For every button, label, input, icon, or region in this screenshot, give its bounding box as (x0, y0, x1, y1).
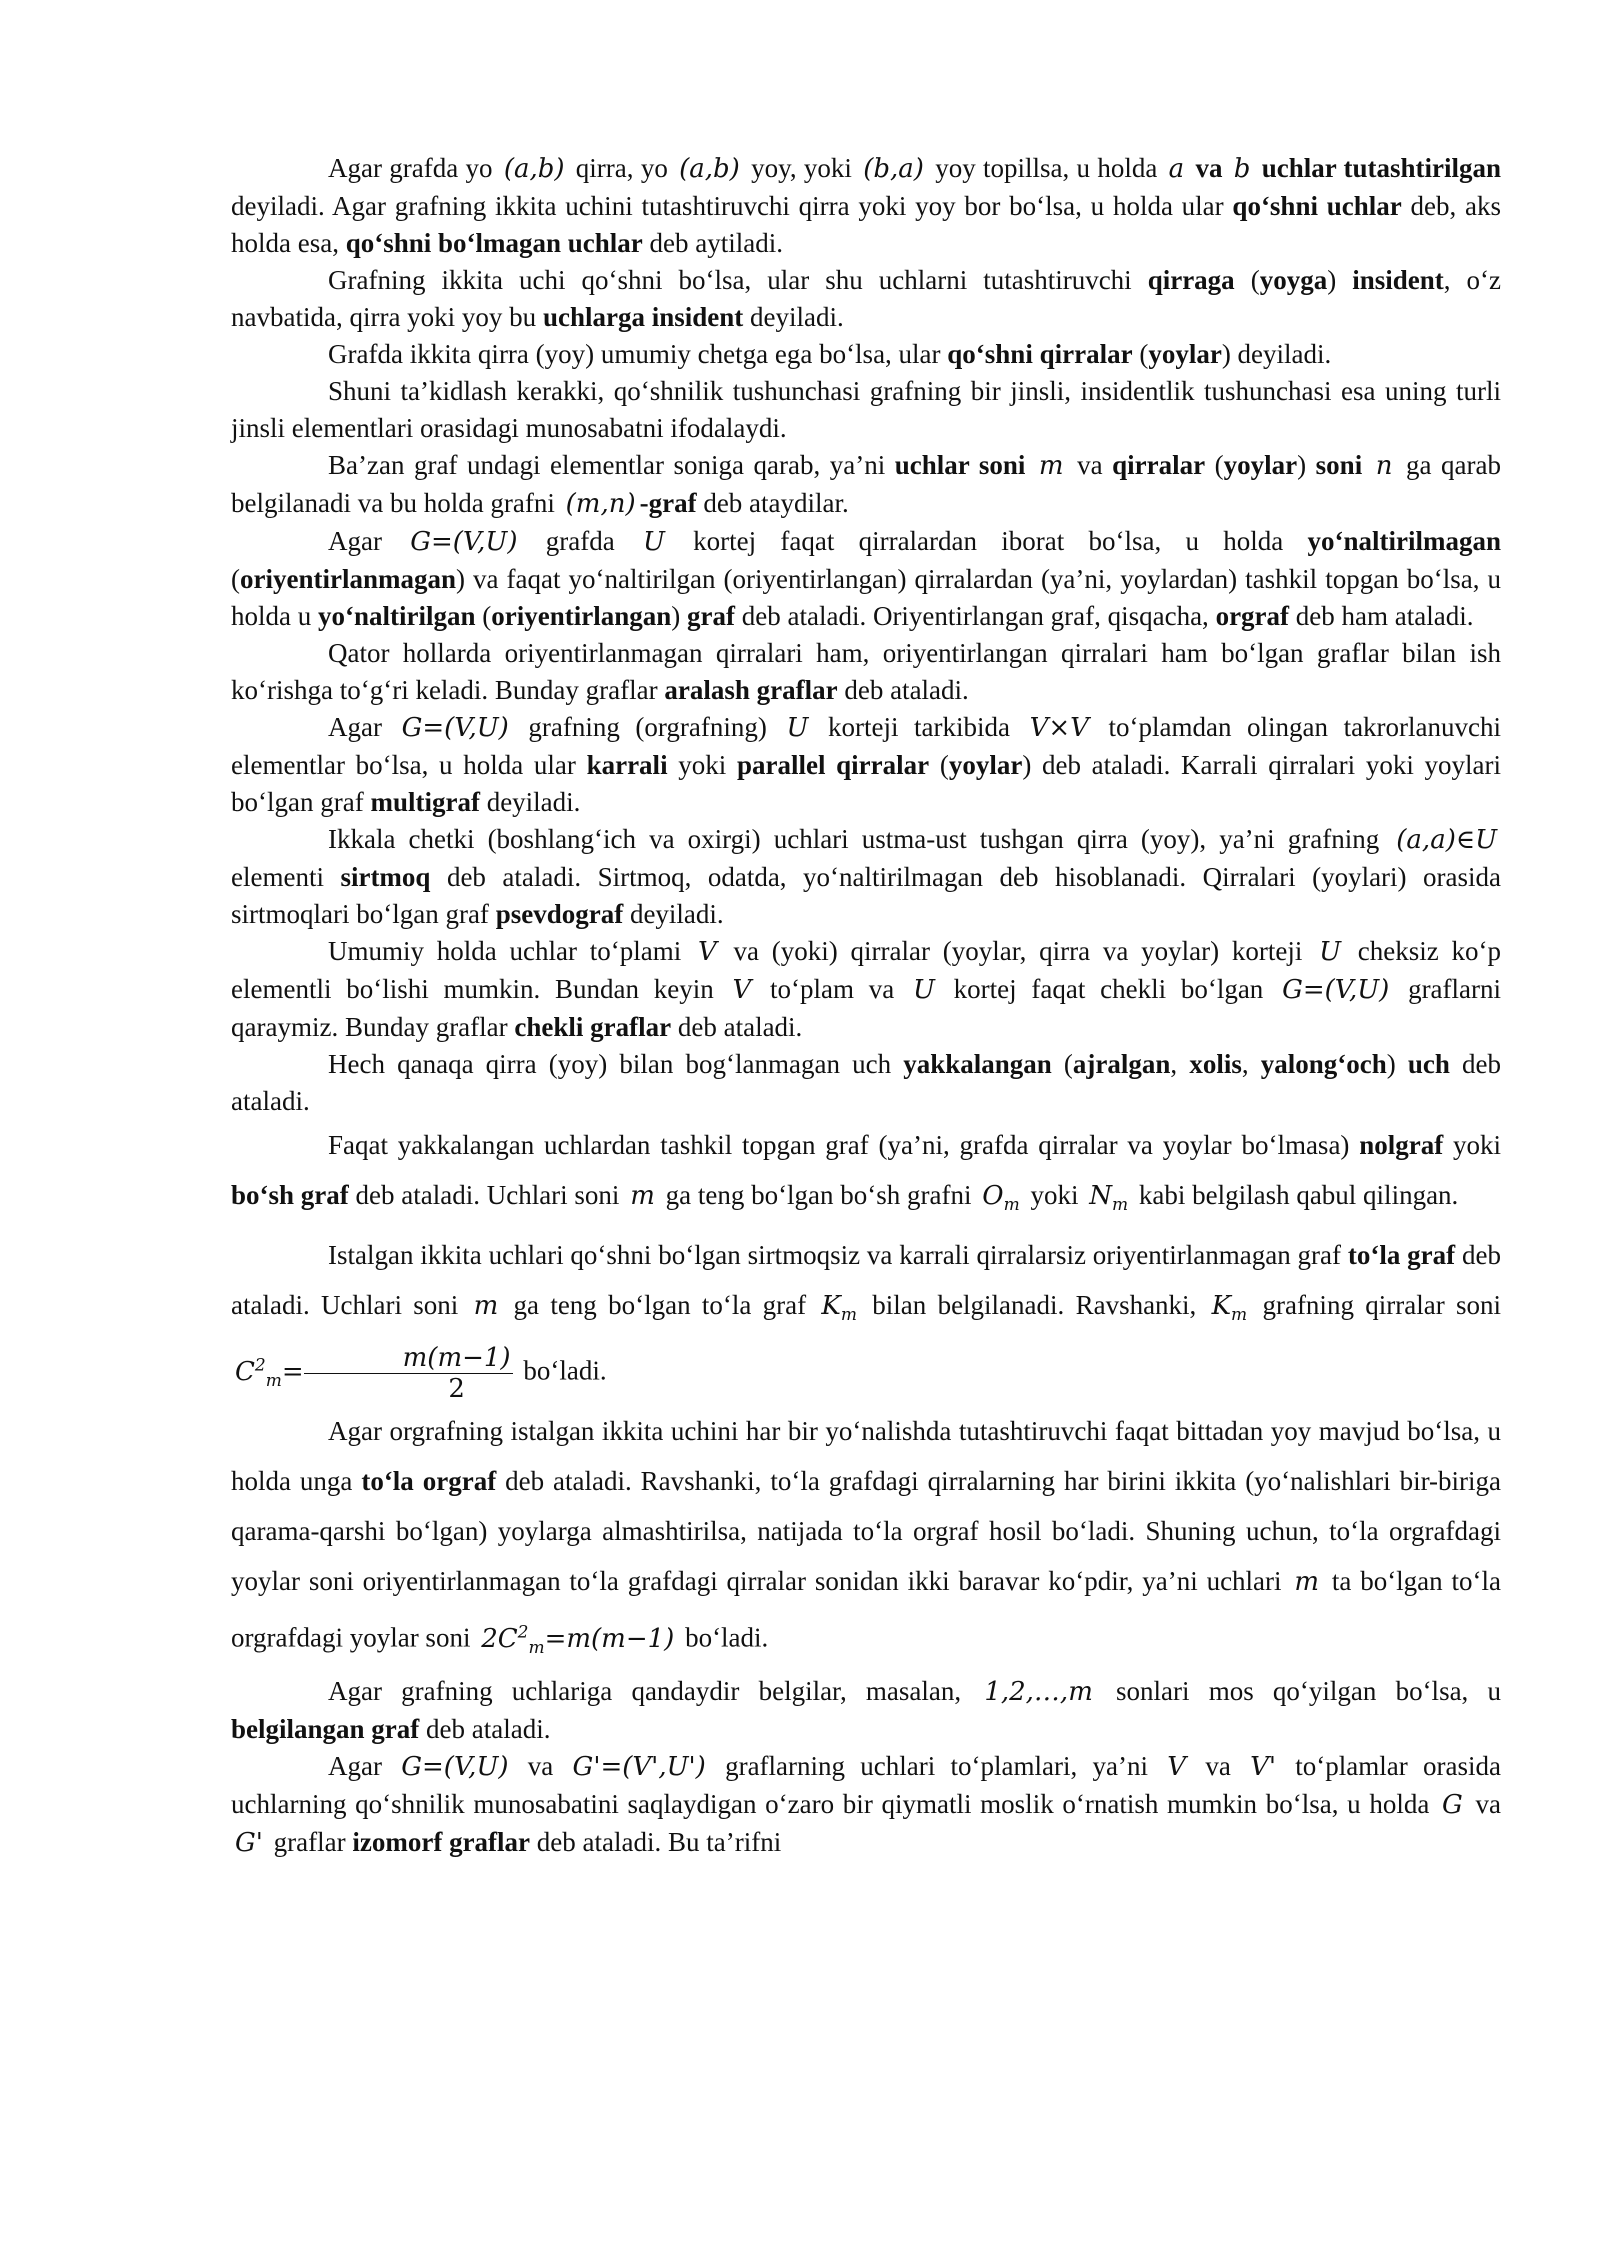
text-run: ) (1327, 265, 1353, 295)
text-run: Ba’zan graf undagi elementlar soniga qarab, ya’ni (328, 450, 895, 480)
math-expression: b (1233, 154, 1251, 184)
text-run: cheksiz ko‘p elementli bo‘lishi mumkin. Bundan keyin (231, 936, 1501, 1004)
text-run: yoki (667, 750, 737, 780)
text-run: ( (1234, 265, 1260, 295)
math-expression: G=(V,U) (1282, 975, 1390, 1005)
text-run: yoki (1443, 1130, 1501, 1160)
text-run: ) deb ataladi. Karrali qirralari yoki yoylari bo‘lgan graf (231, 750, 1501, 817)
text-run: va (1067, 450, 1113, 480)
math-expression: G=(V,U) (401, 713, 509, 743)
bold-term: oriyentirlangan (491, 601, 672, 631)
math-expression: U (1319, 937, 1342, 967)
text-run: deb ataladi. Uchlari soni (348, 1180, 627, 1210)
bold-term: nolgraf (1359, 1130, 1444, 1160)
bold-term: parallel qirralar (736, 750, 930, 780)
text-run: Hech qanaqa qirra (yoy) bilan bog‘lanmagan uch (328, 1049, 904, 1079)
bold-term: graf (687, 601, 735, 631)
math-expression: $N_m$ (1089, 1181, 1129, 1216)
bold-term: yo‘naltirilgan (318, 601, 476, 631)
text-run: to‘plamdan olingan takrorlanuvchi elementlar bo‘lsa, u holda ular (231, 712, 1502, 780)
text-run: Agar orgrafning istalgan ikkita uchini har bir yo‘nalishda tutashtiruvchi faqat bittadan yoy mavjud bo‘lsa, u holda unga (231, 1416, 1501, 1497)
bold-term: insident (1352, 265, 1444, 295)
text-run: ) va faqat yo‘naltirilgan (oriyentirlangan) qirralardan (ya’ni, yoylardan) tashkil topgan bo‘lsa, u holda u (231, 564, 1501, 631)
text-run: Agar (328, 526, 407, 556)
bold-term: soni (1315, 450, 1363, 480)
paragraph (231, 447, 1501, 523)
bold-term: ajralgan (1072, 1049, 1171, 1079)
text-run: qirra, yo (568, 153, 676, 183)
text-run: Grafning ikkita uchi qo‘shni bo‘lsa, ular shu uchlarni tutashtiruvchi (328, 265, 1148, 295)
math-expression: G (1442, 1790, 1463, 1821)
text-run: kortej faqat qirralardan iborat bo‘lsa, u holda (668, 526, 1308, 556)
text-run: Istalgan ikkita uchlari qo‘shni bo‘lgan sirtmoqsiz va karrali qirralarsiz oriyentirlanmagan graf (328, 1240, 1348, 1271)
paragraph (231, 523, 1501, 635)
bold-term: -graf (639, 488, 697, 518)
math-expression: G' (235, 1828, 263, 1859)
bold-term: qo‘shni qirralar (947, 339, 1133, 369)
text-run: va (1466, 1789, 1502, 1820)
text-run: deb ataladi. Uchlari soni (231, 1240, 1501, 1321)
text-run: va (1190, 1751, 1247, 1782)
paragraph (231, 150, 1501, 262)
text-run: deb ataladi. Ravshanki, to‘la grafdagi qirralarning har birini ikkita (yo‘nalishlari bir-biriga qarama-qarshi bo‘lgan) yoylarga almashtirilsa, natijada to‘la orgraf hosil bo‘ladi. Shuning uchun, to‘la orgrafdagi yoylar soni oriyentirlanmagan to‘la grafdagi qirralar sonidan ikki baravar ko‘pdir, ya’ni uchlari (231, 1466, 1501, 1597)
text-run: ga qarab belgilanadi va bu holda grafni (231, 450, 1502, 518)
text-run: ( (231, 564, 240, 594)
bold-term: qirraga (1147, 265, 1235, 295)
text-run: deb ham ataladi. (1289, 601, 1474, 631)
math-expression: 1,2,…,m (984, 1677, 1093, 1708)
text-run: ) (1386, 1049, 1408, 1079)
bold-term: chekli graflar (514, 1012, 672, 1042)
text-run: ga teng bo‘lgan bo‘sh grafni (658, 1180, 979, 1210)
math-expression: (a,b) (503, 154, 565, 184)
text-run: deb, aks holda esa, (231, 191, 1501, 258)
text-run: deb ataladi. (419, 1714, 551, 1745)
math-expression: $K_m$ (821, 1291, 857, 1326)
text-run: deb ataladi. (671, 1012, 803, 1042)
math-expression: (a,b) (679, 154, 740, 184)
text-run: ga teng bo‘lgan to‘la graf (502, 1290, 818, 1321)
paragraph (231, 1046, 1501, 1120)
text-run: deb ataladi. (837, 675, 969, 705)
math-expression: V×V (1029, 713, 1089, 743)
math-expression: (m,n) (565, 489, 636, 519)
text-run: yoki (1023, 1180, 1086, 1210)
text-run: Ikkala chetki (boshlang‘ich va oxirgi) uchlari ustma-ust tushgan qirra (yoy), ya’ni grafning (328, 824, 1393, 854)
math-expression: m (473, 1291, 499, 1322)
text-run: yoy topillsa, u holda (927, 153, 1165, 183)
paragraph (231, 1673, 1501, 1748)
text-run: Qator hollarda oriyentirlanmagan qirralari ham, oriyentirlangan qirralari ham bo‘lgan graflar bilan ish ko‘rishga to‘g‘ri keladi. Bunday graflar (231, 638, 1501, 705)
text-run: ta bo‘lgan to‘la orgrafdagi yoylar soni (231, 1566, 1501, 1653)
text-run: ( (929, 750, 949, 780)
math-expression: (a,a)∈U (1396, 825, 1497, 855)
text-run: , (1170, 1049, 1190, 1079)
text-run: yoy, yoki (743, 153, 860, 183)
bold-term: uchlar soni (894, 450, 1026, 480)
bold-term: qo‘shni uchlar (1232, 191, 1402, 221)
math-expression: V (697, 937, 717, 967)
bold-term: psevdograf (495, 899, 624, 929)
paragraph (231, 1120, 1501, 1230)
text-run: kortej faqat chekli bo‘lgan (938, 974, 1279, 1004)
text-run: grafning (orgrafning) (512, 712, 783, 742)
math-expression: G=(V,U) (401, 1752, 509, 1783)
math-fraction: $C^2_m=$ $\frac{m(m-1)}{2}$ (235, 1342, 511, 1404)
bold-term: sirtmoq (340, 862, 431, 892)
math-expression: V' (1250, 1752, 1277, 1783)
text-run: korteji tarkibida (812, 712, 1026, 742)
math-expression: (b,a) (863, 154, 924, 184)
text-run: va (yoki) qirralar (yoylar, qirra va yoylar) korteji (720, 936, 1316, 966)
bold-term: yoyga (1259, 265, 1328, 295)
bold-term: bo‘sh graf (231, 1180, 349, 1210)
paragraph (231, 1406, 1501, 1673)
bold-term: va (1195, 153, 1223, 183)
bold-term: qo‘shni bo‘lmagan uchlar (345, 228, 643, 258)
text-run: to‘plamlar orasida uchlarning qo‘shnilik munosabatini saqlaydigan o‘zaro bir qiymatli moslik o‘rnatish mumkin bo‘lsa, u holda (231, 1751, 1502, 1820)
text-run: Agar (328, 712, 398, 742)
text-run: Faqat yakkalangan uchlardan tashkil topgan graf (ya’ni, grafda qirralar va yoylar bo‘lmasa) (328, 1130, 1360, 1160)
math-expression: $2C^2_m=m(m-1)$ (481, 1622, 675, 1659)
text-run: va (512, 1751, 569, 1782)
math-expression: V (732, 975, 752, 1005)
text-run: to‘plam va (755, 974, 909, 1004)
bold-term: yo‘naltirilmagan (1307, 526, 1501, 556)
text-run: , (1241, 1049, 1261, 1079)
text-run: Umumiy holda uchlar to‘plami (328, 936, 694, 966)
paragraph (231, 262, 1501, 336)
bold-term: belgilangan graf (231, 1714, 420, 1745)
math-expression: $O_m$ (982, 1181, 1020, 1216)
text-run: deb ataladi. Bu ta’rifni (530, 1827, 782, 1858)
math-expression: G'=(V',U') (572, 1752, 706, 1783)
paragraph (231, 709, 1501, 821)
bold-term: aralash graflar (664, 675, 838, 705)
math-expression: V (1167, 1752, 1187, 1783)
text-run: deb ataydilar. (696, 488, 849, 518)
bold-term: orgraf (1215, 601, 1290, 631)
text-run: graflarning uchlari to‘plamlari, ya’ni (709, 1751, 1164, 1782)
paragraph (231, 933, 1501, 1046)
math-expression: $K_m$ (1211, 1291, 1248, 1326)
text-run: deb ataladi. Sirtmoq, odatda, yo‘naltirilmagan deb hisoblanadi. Qirralari (yoylari) orasida sirtmoqlari bo‘lgan graf (231, 862, 1501, 929)
bold-term: multigraf (370, 787, 480, 817)
math-expression: U (642, 527, 665, 557)
text-run: Shuni ta’kidlash kerakki, qo‘shnilik tushunchasi grafning bir jinsli, insidentlik tushunchasi esa uning turli jinsli elementlari orasidagi munosabatni ifodalaydi. (231, 376, 1501, 443)
bold-term: yakkalangan (903, 1049, 1052, 1079)
bold-term: yoylar (1223, 450, 1298, 480)
text-run: grafda (521, 526, 639, 556)
text-run: graflar (266, 1827, 353, 1858)
bold-term: yoylar (1148, 339, 1222, 369)
text-run: ) (1297, 450, 1316, 480)
text-run: deb ataladi. (231, 1049, 1502, 1116)
bold-term: to‘la orgraf (361, 1466, 497, 1497)
paragraph (231, 373, 1501, 447)
text-run: graflarni qaraymiz. Bunday graflar (231, 974, 1502, 1042)
bold-term: uch (1407, 1049, 1450, 1079)
paragraph (231, 1748, 1501, 1862)
math-expression: U (786, 713, 809, 743)
text-run: bo‘ladi. (678, 1622, 769, 1653)
text-run: ( (1132, 339, 1149, 369)
math-expression: m (1294, 1567, 1320, 1598)
text-run: ) (671, 601, 688, 631)
text-run: ) deyiladi. (1221, 339, 1332, 369)
text-run: deyiladi. Agar grafning ikkita uchini tutashtiruvchi qirra yoki yoy bor bo‘lsa, u holda ular (231, 191, 1233, 221)
document-page (231, 150, 1501, 1862)
bold-term: uchlar tutashtirilgan (1261, 153, 1502, 183)
text-run: ( (1205, 450, 1224, 480)
bold-term: izomorf graflar (352, 1827, 531, 1858)
bold-term: to‘la graf (1347, 1240, 1456, 1271)
text-run (1362, 450, 1372, 480)
paragraph (231, 635, 1501, 709)
text-run: , o‘z navbatida, qirra yoki yoy bu (231, 265, 1502, 332)
math-expression: m (630, 1181, 655, 1211)
math-expression: G=(V,U) (410, 527, 518, 557)
paragraph (231, 336, 1501, 373)
text-run: bo‘ladi. (516, 1356, 607, 1387)
text-run: kabi belgilash qabul qilingan. (1132, 1180, 1459, 1210)
text-run: sonlari mos qo‘yilgan bo‘lsa, u (1096, 1676, 1501, 1707)
text-run: grafning qirralar soni (1251, 1290, 1501, 1321)
text-run: Grafda ikkita qirra (yoy) umumiy chetga ega bo‘lsa, ular (328, 339, 948, 369)
text-run: deyiladi. (743, 302, 844, 332)
text-run: deyiladi. (479, 787, 581, 817)
text-run: ( (1051, 1049, 1073, 1079)
bold-term: xolis (1189, 1049, 1242, 1079)
text-run: Agar (328, 1751, 398, 1782)
paragraph (231, 821, 1501, 933)
math-expression: a (1168, 154, 1185, 184)
text-run: deb aytiladi. (642, 228, 784, 258)
bold-term: yalong‘och (1260, 1049, 1387, 1079)
math-expression: n (1375, 451, 1393, 481)
text-run: Agar grafda yo (328, 153, 500, 183)
text-run: deyiladi. (623, 899, 724, 929)
bold-term: oriyentirlanmagan (240, 564, 456, 594)
bold-term: qirralar (1112, 450, 1206, 480)
text-run: bilan belgilanadi. Ravshanki, (860, 1290, 1208, 1321)
paragraph (231, 1230, 1501, 1406)
bold-term: uchlarga insident (542, 302, 744, 332)
text-run (1254, 153, 1261, 183)
math-expression: m (1038, 451, 1064, 481)
text-run: deb ataladi. Oriyentirlangan graf, qisqacha, (735, 601, 1216, 631)
text-run: Agar grafning uchlariga qandaydir belgilar, masalan, (328, 1676, 981, 1707)
text-run (1025, 450, 1035, 480)
text-run: elementi (231, 862, 341, 892)
bold-term: yoylar (948, 750, 1023, 780)
text-run (1222, 153, 1229, 183)
bold-term: karrali (586, 750, 668, 780)
math-expression: U (912, 975, 935, 1005)
text-run: ( (475, 601, 492, 631)
